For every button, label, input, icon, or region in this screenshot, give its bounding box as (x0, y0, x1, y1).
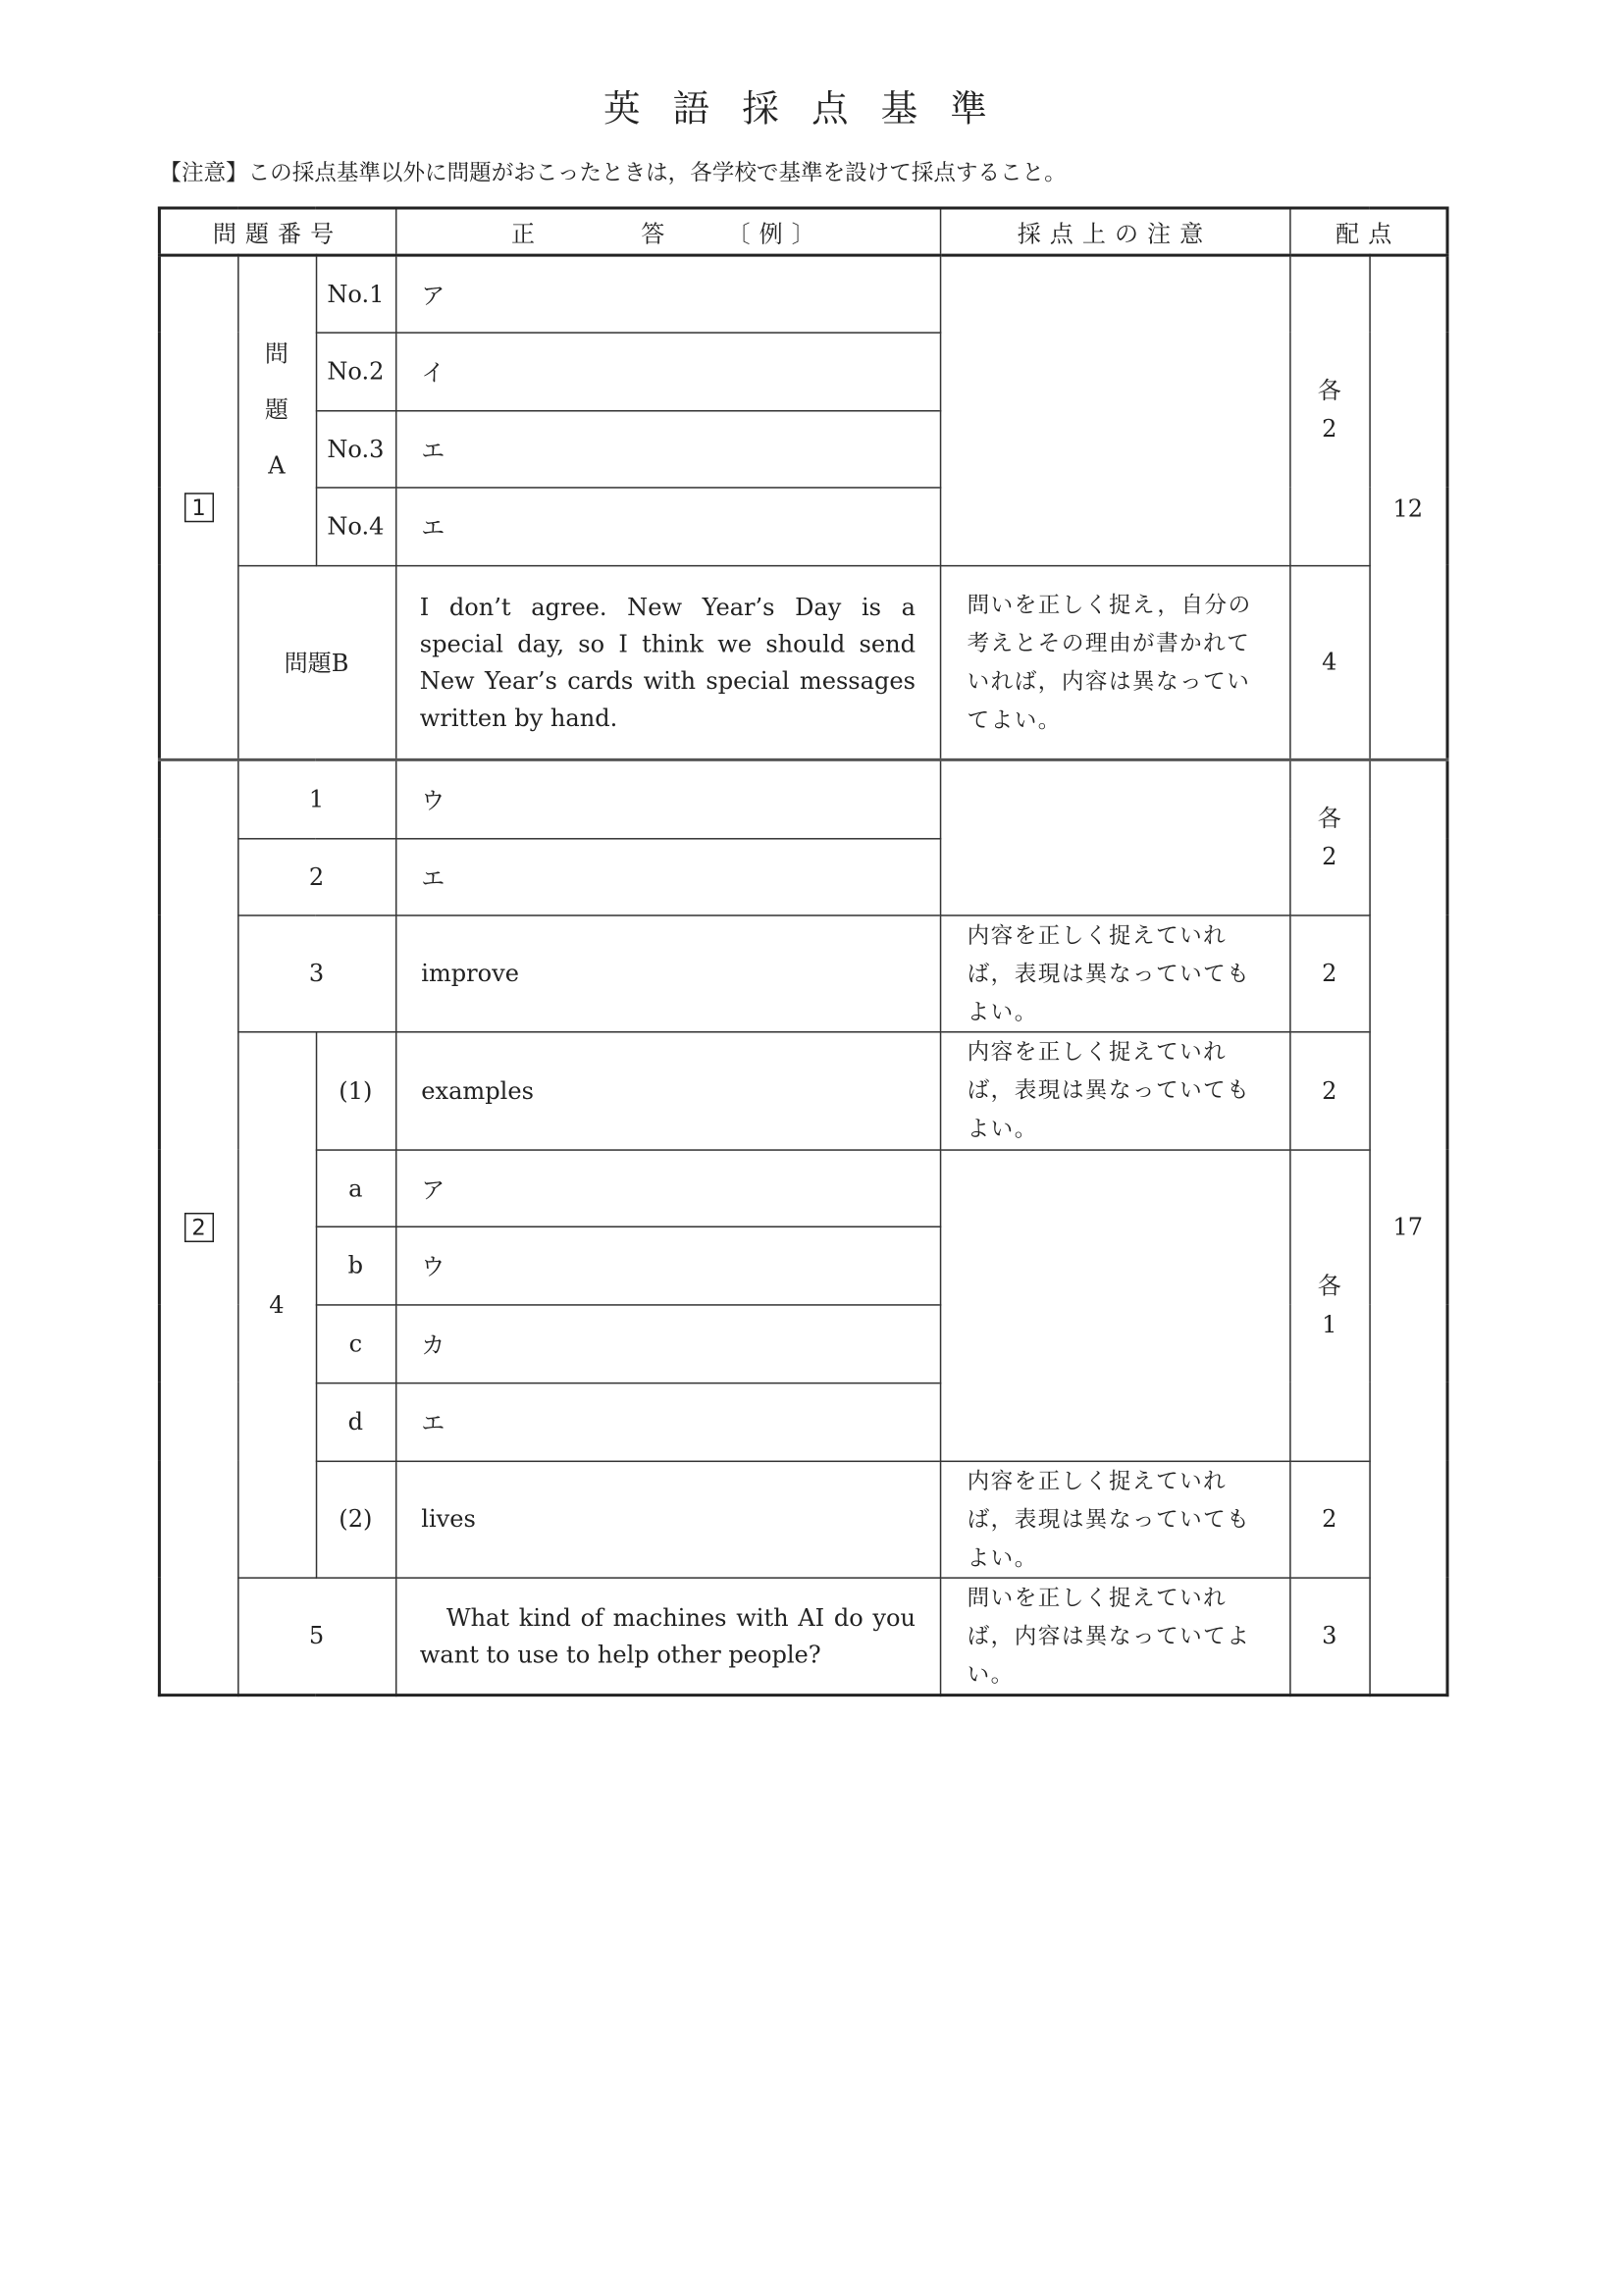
sub-item-no: d (316, 1383, 395, 1461)
answer: エ (395, 487, 940, 565)
note-empty (940, 759, 1289, 914)
answer: エ (395, 1383, 940, 1461)
points: 3 (1289, 1577, 1369, 1695)
points: 2 (1289, 914, 1369, 1031)
item-no: No.2 (316, 332, 395, 410)
header-notes: 採点上の注意 (940, 208, 1289, 255)
item-no: 5 (237, 1577, 395, 1695)
sub-item-no: (2) (316, 1461, 395, 1578)
item-no: 4 (237, 1031, 316, 1577)
answer: エ (395, 410, 940, 487)
answer: イ (395, 332, 940, 410)
notice: 【注意】この採点基準以外に問題がおこったときは，各学校で基準を設けて採点すること。 (159, 159, 1067, 186)
item-no: 1 (237, 759, 395, 838)
sub-item-no: (1) (316, 1031, 395, 1149)
answer: ア (395, 255, 940, 332)
points: 2 (1289, 1461, 1369, 1578)
points: 4 (1289, 565, 1369, 759)
sub-item-no: a (316, 1149, 395, 1226)
item-no: No.3 (316, 410, 395, 487)
note-empty (940, 255, 1289, 565)
question-1-label: 1 (159, 255, 237, 759)
item-no: No.1 (316, 255, 395, 332)
total-points: 17 (1369, 759, 1447, 1695)
item-no: 2 (237, 838, 395, 914)
scoring-note: 問いを正しく捉えていれば，内容は異なっていてよい。 (940, 1577, 1289, 1695)
answer: ウ (395, 759, 940, 838)
answer: エ (395, 838, 940, 914)
group-a-label: 問 題 A (237, 255, 316, 565)
answer: examples (395, 1031, 940, 1149)
answer: カ (395, 1304, 940, 1383)
scoring-note: 問いを正しく捉え，自分の考えとその理由が書かれていれば，内容は異なっていてよい。 (940, 565, 1289, 759)
note-empty (940, 1149, 1289, 1460)
answer: ア (395, 1149, 940, 1226)
header-answer: 正 答 〔例〕 (395, 208, 940, 255)
question-2-label: 2 (159, 759, 237, 1695)
page-title: 英語採点基準 (602, 86, 1020, 130)
item-no: No.4 (316, 487, 395, 565)
scoring-note: 内容を正しく捉えていれば，表現は異なっていてもよい。 (940, 1461, 1289, 1578)
answer: What kind of machines with AI do you want to use to help other people? (395, 1577, 940, 1695)
points: 各1 (1289, 1149, 1369, 1460)
item-no: 3 (237, 914, 395, 1031)
total-points: 12 (1369, 255, 1447, 759)
points: 各2 (1289, 759, 1369, 914)
header-number: 問題番号 (159, 208, 395, 255)
scoring-table (158, 207, 1449, 1696)
points: 2 (1289, 1031, 1369, 1149)
answer: ウ (395, 1226, 940, 1304)
sub-item-no: c (316, 1304, 395, 1383)
header-points: 配点 (1289, 208, 1447, 255)
points: 各2 (1289, 255, 1369, 565)
answer: lives (395, 1461, 940, 1578)
answer: I don’t agree. New Year’s Day is a special day, so I think we should send New Year’s cards with special messages written by hand. (395, 565, 940, 759)
sub-item-no: b (316, 1226, 395, 1304)
item-no: 問題B (237, 565, 395, 759)
answer: improve (395, 914, 940, 1031)
scoring-note: 内容を正しく捉えていれば，表現は異なっていてもよい。 (940, 914, 1289, 1031)
scoring-note: 内容を正しく捉えていれば，表現は異なっていてもよい。 (940, 1031, 1289, 1149)
